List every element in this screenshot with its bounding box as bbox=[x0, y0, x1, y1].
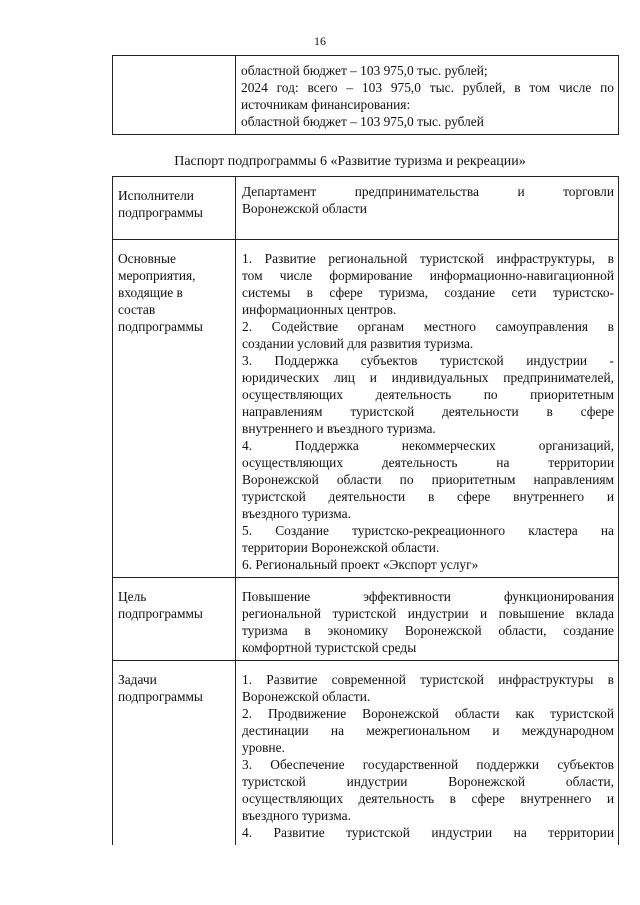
table-row bbox=[113, 240, 619, 578]
funding-line: областной бюджет – 103 975,0 тыс. рублей bbox=[241, 114, 484, 129]
value-line: 5. Создание туристско-рекреационного кластера на bbox=[242, 523, 614, 538]
value-line: Департамент предпринимательства и торговли bbox=[242, 184, 614, 199]
value-line: территории Воронежской области. bbox=[242, 540, 440, 555]
events-label bbox=[113, 240, 236, 578]
value-line: осуществляющих деятельность на территории bbox=[242, 455, 614, 470]
label-line: подпрограммы bbox=[118, 319, 203, 334]
label-line: Цель bbox=[118, 589, 147, 604]
label-line: мероприятия, bbox=[118, 268, 196, 283]
value-line: дестинации на межрегиональном и международном bbox=[242, 723, 614, 738]
funding-line: источникам финансирования: bbox=[241, 97, 411, 112]
value-line: региональной туристской индустрии и повышение вклада bbox=[242, 606, 614, 621]
value-line: направлениям туристской деятельности в сфере bbox=[242, 404, 614, 419]
value-line: Повышение эффективности функционирования bbox=[242, 589, 614, 604]
page-number: 16 bbox=[314, 34, 326, 48]
value-line: Воронежской области. bbox=[242, 689, 371, 704]
value-line: осуществляющих деятельность в сфере внутреннего и bbox=[242, 791, 614, 806]
value-line: въездного туризма. bbox=[242, 808, 351, 823]
value-line: туристской деятельности в сфере внутреннего и bbox=[242, 489, 614, 504]
value-line: 2. Продвижение Воронежской области как туристской bbox=[242, 706, 614, 721]
value-line: создании условий для развития туризма. bbox=[242, 336, 474, 351]
value-line: комфортной туристской среды bbox=[242, 640, 417, 655]
performers-value bbox=[236, 177, 619, 240]
value-line: 4. Развитие туристской индустрии на территории bbox=[242, 825, 614, 840]
value-line: юридических лиц и индивидуальных предпринимателей, bbox=[242, 370, 614, 385]
value-line: 1. Развитие современной туристской инфраструктуры в bbox=[242, 672, 614, 687]
value-line: Воронежской области по приоритетным направлениям bbox=[242, 472, 614, 487]
events-value bbox=[236, 240, 619, 578]
label-line: подпрограммы bbox=[118, 689, 203, 704]
table-row bbox=[113, 578, 619, 661]
funding-line: областной бюджет – 103 975,0 тыс. рублей; bbox=[241, 63, 488, 78]
tasks-value bbox=[236, 661, 619, 846]
label-line: состав bbox=[118, 302, 156, 317]
performers-label bbox=[113, 177, 236, 240]
table-row bbox=[113, 177, 619, 240]
label-line: подпрограммы bbox=[118, 606, 203, 621]
funding-line: 2024 год: всего – 103 975,0 тыс. рублей, в том числе по bbox=[241, 80, 614, 95]
goal-value bbox=[236, 578, 619, 661]
label-line: Основные bbox=[118, 251, 176, 266]
value-line: осуществляющих деятельность по приоритетным bbox=[242, 387, 614, 402]
passport-title: Паспорт подпрограммы 6 «Развитие туризма и рекреации» bbox=[174, 154, 526, 169]
value-line: информационных центров. bbox=[242, 302, 397, 317]
empty-label-cell bbox=[113, 56, 236, 135]
label-line: Исполнители bbox=[118, 188, 194, 203]
value-line: 1. Развитие региональной туристской инфраструктуры, в bbox=[242, 251, 614, 266]
value-line: 6. Региональный проект «Экспорт услуг» bbox=[242, 557, 479, 572]
value-line: 3. Поддержка субъектов туристской индустрии - bbox=[242, 353, 614, 368]
value-line: уровне. bbox=[242, 740, 285, 755]
table-row bbox=[113, 56, 619, 135]
value-line: системы в сфере туризма, создание сети туристско- bbox=[242, 285, 614, 300]
table-row bbox=[113, 661, 619, 846]
value-line: 4. Поддержка некоммерческих организаций, bbox=[242, 438, 614, 453]
value-line: туризма в экономику Воронежской области, создание bbox=[242, 623, 614, 638]
value-line: том числе формирование информационно-навигационной bbox=[242, 268, 614, 283]
value-line: 2. Содействие органам местного самоуправления в bbox=[242, 319, 614, 334]
tasks-label bbox=[113, 661, 236, 846]
value-line: туристской индустрии Воронежской области, bbox=[242, 774, 614, 789]
value-line: внутреннего и въездного туризма. bbox=[242, 421, 436, 436]
passport-table bbox=[112, 176, 619, 845]
continued-table-fragment bbox=[112, 55, 619, 135]
value-line: 3. Обеспечение государственной поддержки субъектов bbox=[242, 757, 614, 772]
label-line: Задачи bbox=[118, 672, 157, 687]
funding-cell bbox=[236, 56, 619, 135]
label-line: входящие в bbox=[118, 285, 183, 300]
goal-label bbox=[113, 578, 236, 661]
value-line: Воронежской области bbox=[242, 201, 367, 216]
value-line: въездного туризма. bbox=[242, 506, 351, 521]
label-line: подпрограммы bbox=[118, 205, 203, 220]
